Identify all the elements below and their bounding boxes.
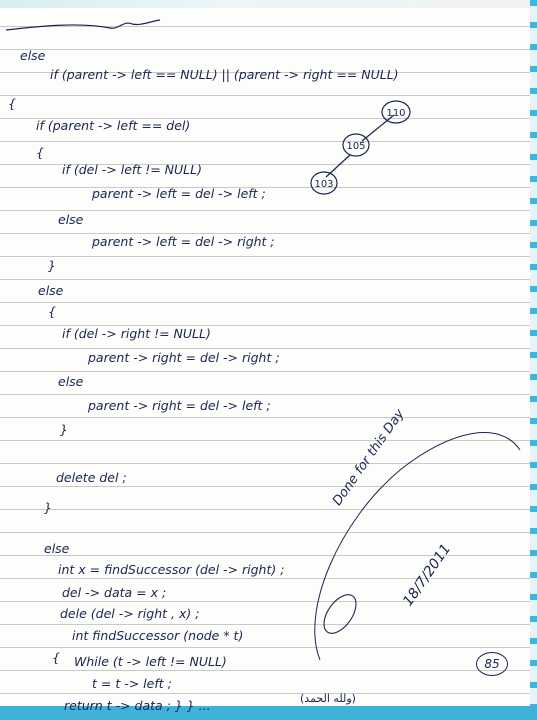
code-line: { bbox=[36, 145, 44, 160]
code-line: else bbox=[58, 374, 84, 389]
code-line: int findSuccessor (node * t) bbox=[72, 628, 244, 643]
code-line: t = t -> left ; bbox=[92, 676, 172, 691]
code-line: if (parent -> left == NULL) || (parent -> right == NULL) bbox=[50, 67, 399, 82]
arabic-note: (ولله الحمد) bbox=[300, 692, 356, 705]
code-line: if (del -> right != NULL) bbox=[62, 326, 211, 341]
code-line: } bbox=[48, 258, 56, 273]
code-line: return t -> data ; } } ... bbox=[64, 698, 211, 713]
tree-node-label: 105 bbox=[346, 141, 366, 152]
code-line: { bbox=[8, 96, 16, 111]
code-line: if (del -> left != NULL) bbox=[62, 162, 202, 177]
code-line: dele (del -> right , x) ; bbox=[60, 606, 200, 621]
code-line: parent -> left = del -> right ; bbox=[92, 234, 275, 249]
code-line: if (parent -> left == del) bbox=[36, 118, 191, 133]
code-line: else bbox=[20, 48, 46, 63]
code-line: } bbox=[44, 500, 52, 515]
code-line: parent -> right = del -> left ; bbox=[88, 398, 271, 413]
tree-node-label: 110 bbox=[386, 108, 406, 119]
code-line: del -> data = x ; bbox=[62, 585, 167, 600]
done-oval bbox=[290, 430, 390, 650]
tree-node-label: 103 bbox=[314, 179, 334, 190]
done-note: Done for this Day bbox=[330, 406, 408, 509]
code-line: delete del ; bbox=[56, 470, 127, 485]
code-line: parent -> right = del -> right ; bbox=[88, 350, 280, 365]
code-line: else bbox=[58, 212, 84, 227]
code-line: parent -> left = del -> left ; bbox=[92, 186, 266, 201]
code-line: } bbox=[60, 422, 68, 437]
code-line: { bbox=[52, 650, 60, 665]
page-number: 85 bbox=[476, 652, 508, 676]
code-line: { bbox=[48, 304, 56, 319]
bst-diagram bbox=[300, 95, 420, 205]
code-line: int x = findSuccessor (del -> right) ; bbox=[58, 562, 285, 577]
tree-edge bbox=[326, 155, 350, 177]
code-line: else bbox=[38, 283, 64, 298]
done-date: 18/7/2011 bbox=[400, 541, 455, 610]
code-line: else bbox=[44, 541, 70, 556]
code-line: While (t -> left != NULL) bbox=[74, 654, 227, 669]
